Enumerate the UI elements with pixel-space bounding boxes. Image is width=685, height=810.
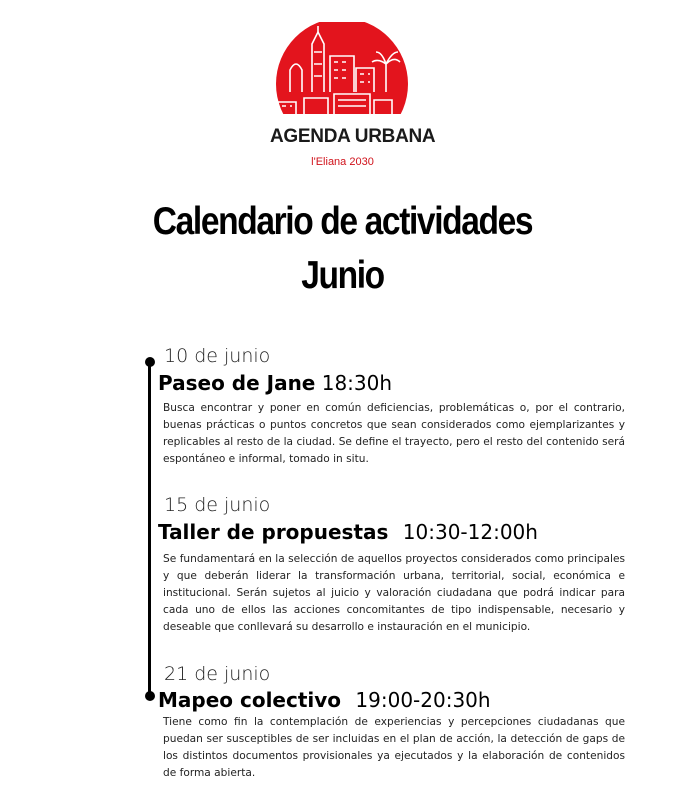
- city-skyline-icon: [274, 22, 411, 122]
- event-name: Paseo de Jane: [158, 371, 316, 395]
- event-name: Taller de propuestas: [158, 520, 389, 544]
- page-subtitle-month: Junio: [301, 254, 384, 297]
- event-heading: [158, 371, 392, 395]
- event-heading: [158, 520, 538, 544]
- page-title: Calendario de actividades: [152, 200, 533, 243]
- timeline-dot: [145, 691, 155, 701]
- event-name: Mapeo colectivo: [158, 688, 342, 712]
- event-date: 15 de junio: [164, 494, 271, 516]
- event-date: 21 de junio: [164, 663, 271, 685]
- event-date: 10 de junio: [164, 345, 271, 367]
- event-heading: [158, 688, 491, 712]
- timeline-dot: [145, 357, 155, 367]
- logo-subtitle: l'Eliana 2030: [311, 156, 374, 168]
- event-description: Busca encontrar y poner en común deficiencias, problemáticas o, por el contrario, buenas prácticas o puntos concretos que sean considerados como ejemplarizantes y replicables al resto de la ciudad. Se define el trayecto, pero el resto del contenido será espontáneo e informal, tomado in situ.: [163, 402, 625, 465]
- event-time: 10:30-12:00h: [402, 520, 538, 544]
- event-time: 19:00-20:30h: [355, 688, 491, 712]
- timeline-line: [148, 361, 151, 697]
- event-description: Se fundamentará en la selección de aquellos proyectos considerados como principales y que deberán liderar la transformación urbana, territorial, social, económica e institucional. Serán sujetos al juicio y valoración ciudadana que podrá indicar para cada uno de ellos las acciones concomitantes de tipo indispensable, necesario y deseable que conllevará su desarrollo e instauración en el municipio.: [163, 553, 625, 633]
- event-description: Tiene como fin la contemplación de experiencias y percepciones ciudadanas que puedan ser susceptibles de ser incluidas en el plan de acción, la detección de gaps de los distintos documentos provisionales ya ejecutados y la elaboración de contenidos de forma abierta.: [163, 716, 625, 779]
- logo-title: AGENDA URBANA: [270, 126, 436, 147]
- event-time: 18:30h: [321, 371, 393, 395]
- agenda-urbana-logo: [270, 22, 436, 172]
